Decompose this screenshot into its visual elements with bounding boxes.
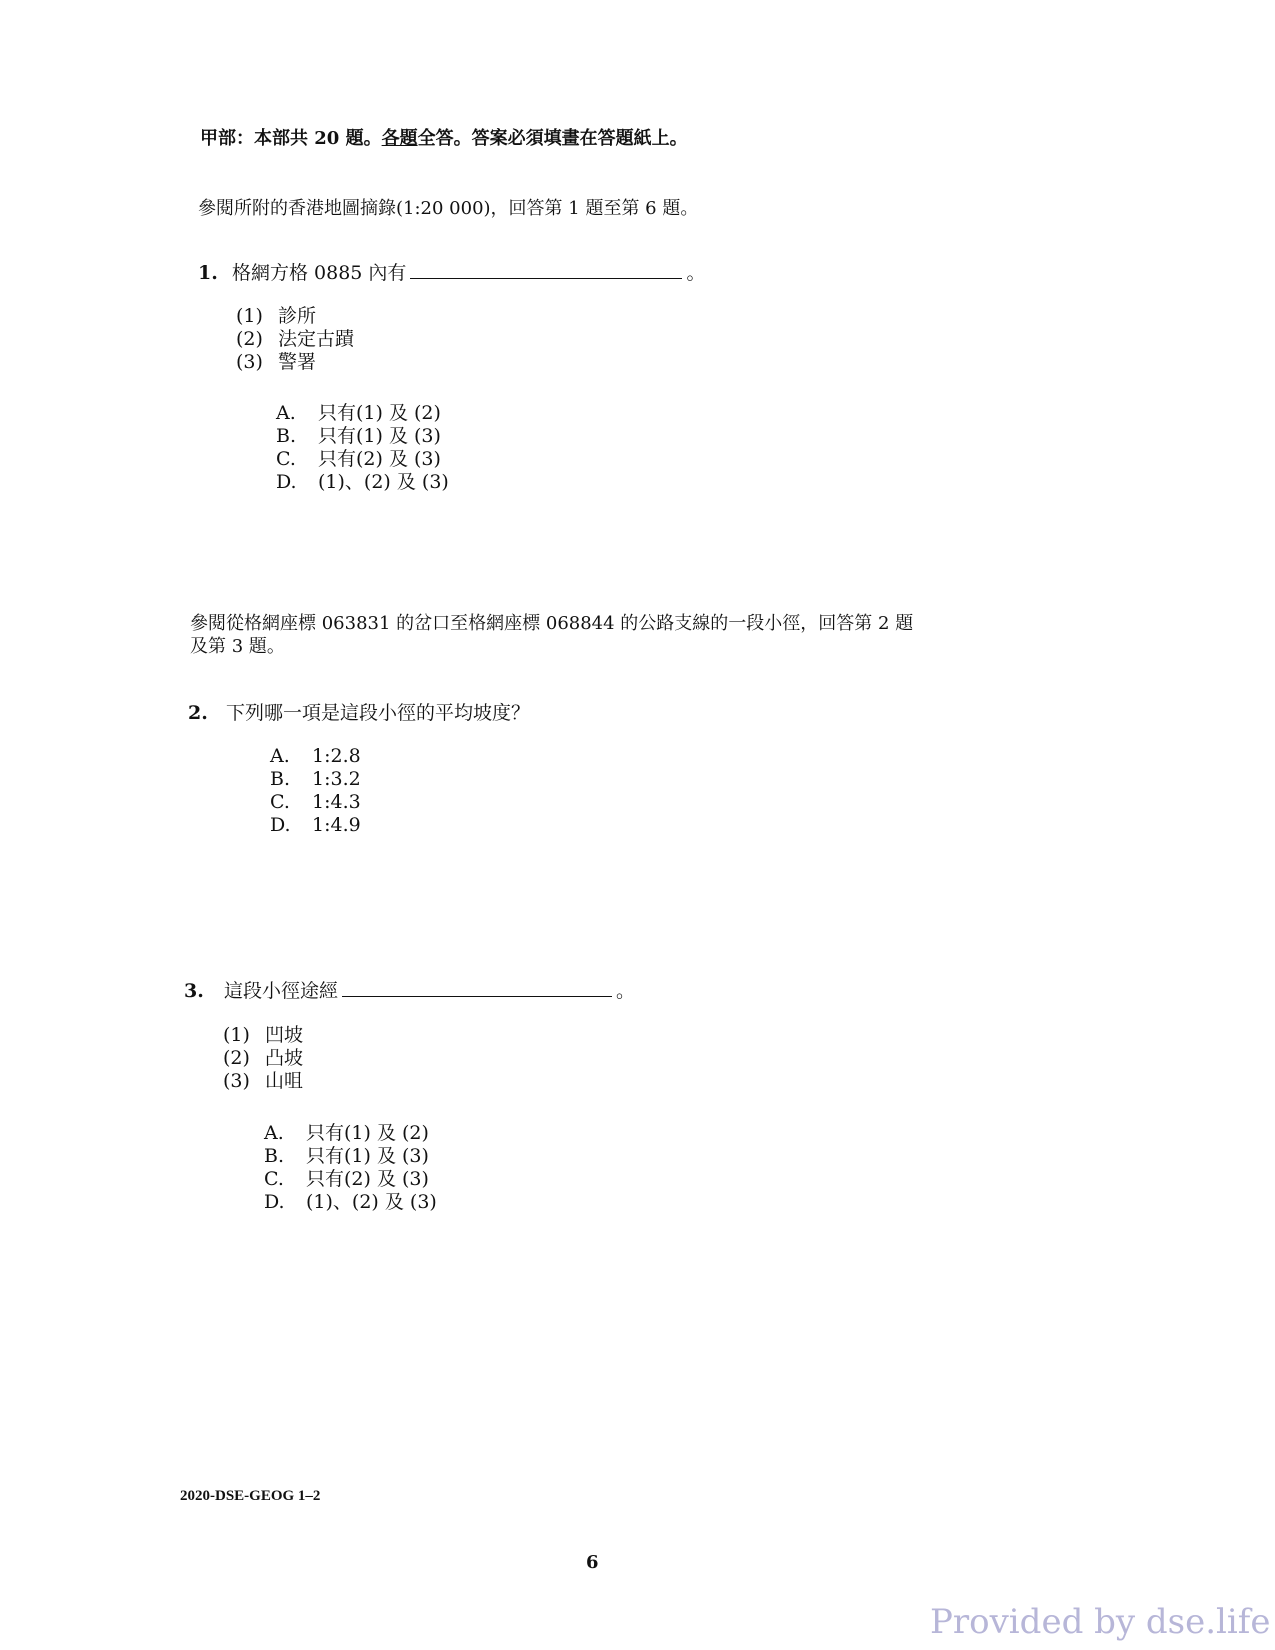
- instruction-trail-line1: 參閱從格網座標 063831 的岔口至格網座標 068844 的公路支線的一段小徑，回答第 2 題: [190, 613, 914, 634]
- q1-option-b[interactable]: B. 只有(1) 及 (3): [276, 425, 441, 447]
- q2-option-a[interactable]: A. 1:2.8: [270, 745, 361, 767]
- q3-option-b[interactable]: B. 只有(1) 及 (3): [264, 1145, 429, 1167]
- answer-blank: [342, 995, 612, 997]
- question-3: 3. 這段小徑途經 。: [184, 980, 636, 1002]
- instruction-map-extract: 參閱所附的香港地圖摘錄(1:20 000)，回答第 1 題至第 6 題。: [198, 198, 699, 219]
- page-number: 6: [586, 1552, 599, 1573]
- q1-item: (3) 警署: [236, 351, 317, 373]
- q1-option-a[interactable]: A. 只有(1) 及 (2): [276, 402, 441, 424]
- section-header: 甲部：本部共 20 題。各題全答。答案必須填畫在答題紙上。: [200, 128, 688, 149]
- q1-item: (1) 診所: [236, 305, 317, 327]
- q2-option-b[interactable]: B. 1:3.2: [270, 768, 361, 790]
- watermark: Provided by dse.life: [930, 1602, 1271, 1642]
- answer-blank: [410, 277, 682, 279]
- q1-option-d[interactable]: D. (1)、(2) 及 (3): [276, 471, 449, 493]
- paper-code: 2020-DSE-GEOG 1–2: [180, 1488, 321, 1504]
- question-number: 3.: [184, 980, 204, 1002]
- q3-item: (3) 山咀: [223, 1070, 304, 1092]
- q3-item: (2) 凸坡: [223, 1047, 304, 1069]
- question-number: 1.: [198, 262, 218, 284]
- q2-option-d[interactable]: D. 1:4.9: [270, 814, 361, 836]
- q1-item: (2) 法定古蹟: [236, 328, 355, 350]
- q3-option-a[interactable]: A. 只有(1) 及 (2): [264, 1122, 429, 1144]
- question-2: [188, 702, 530, 724]
- question-stem: 格網方格 0885 內有: [232, 262, 407, 284]
- question-number: 2.: [188, 702, 208, 724]
- instruction-trail-line2: 及第 3 題。: [190, 636, 285, 657]
- question-stem: 下列哪一項是這段小徑的平均坡度？: [226, 702, 531, 724]
- q3-item: (1) 凹坡: [223, 1024, 304, 1046]
- question-stem: 這段小徑途經: [224, 980, 339, 1002]
- q2-option-c[interactable]: C. 1:4.3: [270, 791, 361, 813]
- q1-option-c[interactable]: C. 只有(2) 及 (3): [276, 448, 441, 470]
- q3-option-c[interactable]: C. 只有(2) 及 (3): [264, 1168, 429, 1190]
- q3-option-d[interactable]: D. (1)、(2) 及 (3): [264, 1191, 437, 1213]
- question-1: 1. 格網方格 0885 內有 。: [198, 262, 706, 284]
